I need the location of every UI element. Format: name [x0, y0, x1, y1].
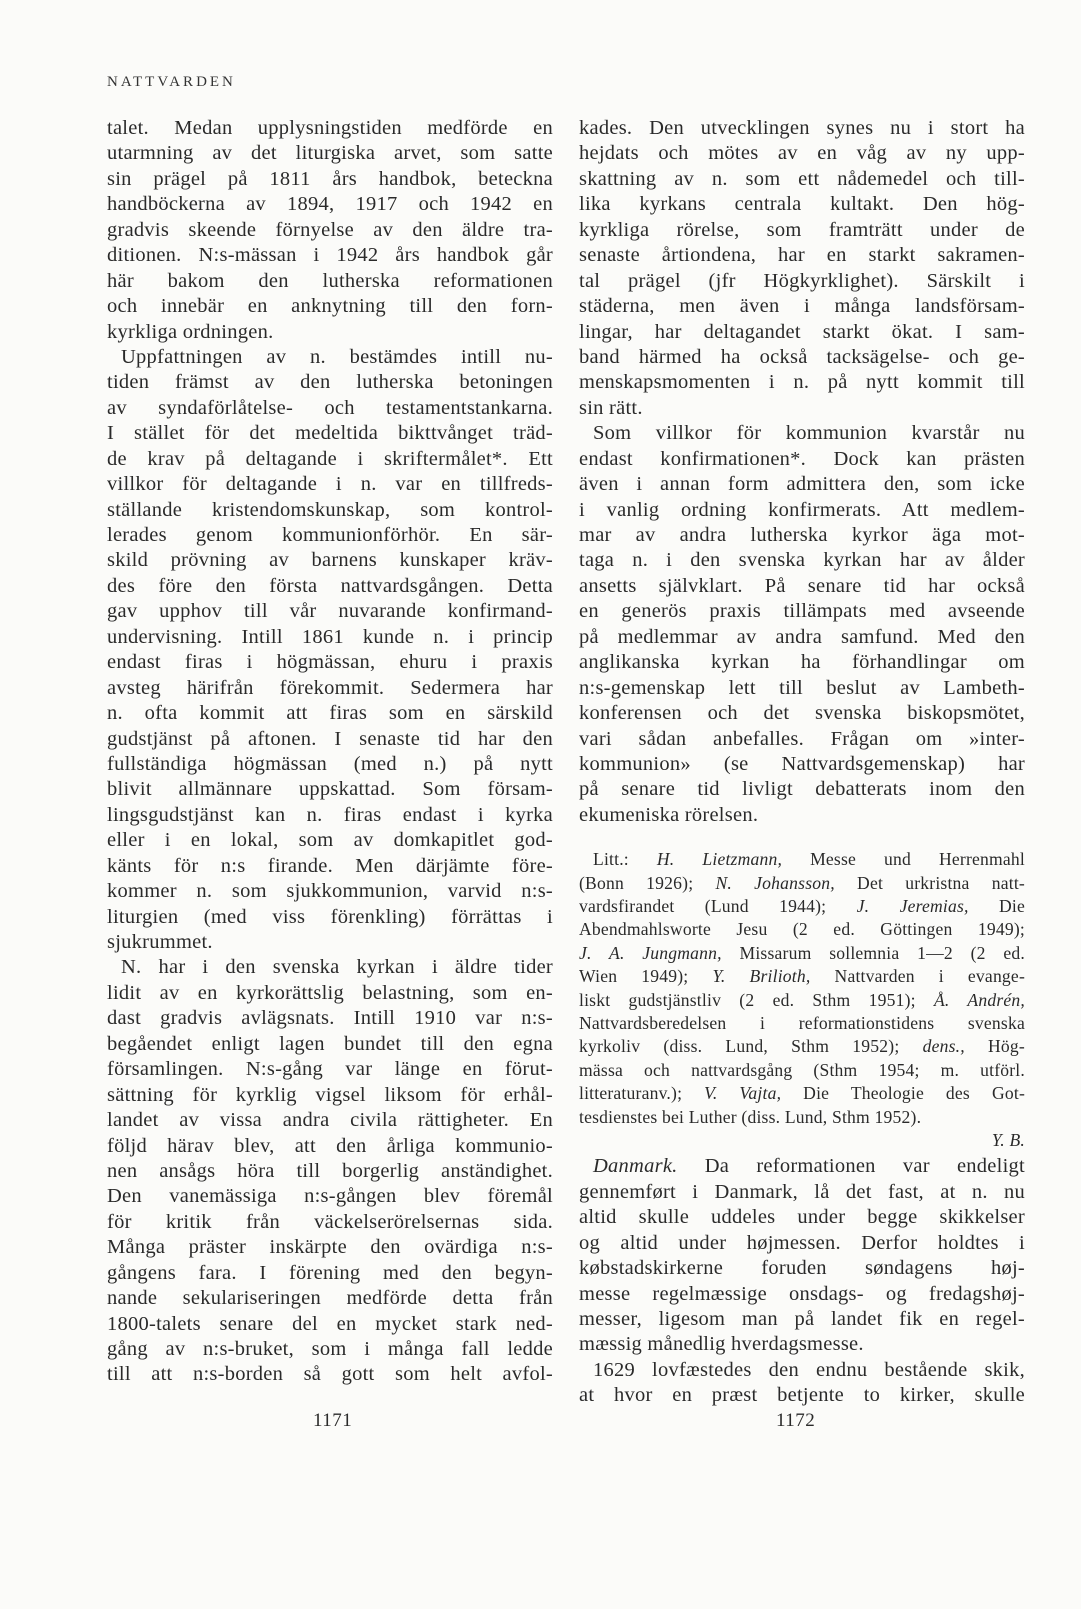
text-line: messe regelmæssige onsdags- og fredagshøj- [579, 1282, 1025, 1305]
text-line: gennemført i Danmark, lå det fast, at n. nu [579, 1180, 1025, 1203]
text-line: (Bonn 1926); N. Johansson, Det urkristna natt- [579, 872, 1025, 893]
text-line: mässa och nattvardsgång (Sthm 1954; m. utförl. [579, 1059, 1025, 1080]
text-line: eller i en lokal, som av domkapitlet god- [107, 829, 553, 852]
text-line: städerna, men även i många landsförsam- [579, 295, 1025, 318]
text-line: kyrkliga ordningen. [107, 320, 274, 343]
text-line: villkor för deltagande i n. var en tillfreds- [107, 473, 553, 496]
text-line: lingsgudstjänst kan n. firas endast i kyrka [107, 803, 553, 826]
text-line: och innebär en anknytning till den forn- [107, 295, 553, 318]
text-line: Den vanemässiga n:s-gången blev föremål [107, 1185, 553, 1208]
text-line: n:s-gemenskap lett till beslut av Lambeth- [579, 676, 1025, 699]
text-line: ditionen. N:s-mässan i 1942 års handbok går [107, 244, 553, 267]
text-line: sin prägel på 1811 års handbok, beteckna [107, 167, 553, 190]
text-line: lingar, har deltagandet starkt ökat. I sam- [579, 320, 1025, 343]
text-line: liturgien (med viss förenkling) förrättas i [107, 905, 553, 928]
text-line: i vanlig ordning konfirmerats. Att medlem- [579, 498, 1025, 521]
text-line: endast firas i högmässan, ehuru i praxis [107, 651, 553, 674]
text-line: N. har i den svenska kyrkan i äldre tider [121, 956, 553, 979]
text-line: gång av n:s-bruket, som i många fall ledde [107, 1338, 553, 1360]
text-line: tiden främst av den lutherska betoningen [107, 371, 553, 394]
text-line: gav upphov till vår nuvarande konfirmand- [107, 600, 553, 623]
text-line: även i annan form admittera den, som icke [579, 473, 1025, 496]
paragraph [579, 1358, 1025, 1409]
text-line: vardsfirandet (Lund 1944); J. Jeremias, Die [579, 896, 1025, 917]
text-line: landet av vissa andra civila rättigheter. En [107, 1109, 553, 1132]
text-line: talet. Medan upplysningstiden medförde en [107, 117, 553, 139]
text-line: og altid under højmessen. Derfor holdtes i [579, 1231, 1025, 1254]
text-line: en generös praxis tillämpats med avseende [579, 600, 1025, 623]
text-line: nen ansågs höra till borgerlig anständighet. [107, 1159, 553, 1182]
running-head: NATTVARDEN [107, 74, 236, 90]
text-line: undervisning. Intill 1861 kunde n. i princip [107, 625, 553, 648]
text-line: kyrkliga rörelse, som framträtt under de [579, 218, 1025, 241]
paragraph [579, 116, 1025, 421]
text-line: här bakom den lutherska reformationen [107, 269, 553, 292]
text-line: sin rätt. [579, 396, 643, 419]
text-line: skild prövning av barnens kunskaper kräv- [107, 549, 553, 572]
text-line: altid skulle uddeles under begge skikkelser [579, 1206, 1025, 1229]
text-line: hejdats och mötes av en våg av ny upp- [579, 142, 1025, 165]
bibliography [579, 848, 1025, 1152]
page-number-right: 1172 [776, 1410, 816, 1431]
text-line: købstadskirkerne foruden søndagens høj- [579, 1257, 1025, 1280]
text-line: gradvis skeende förnyelse av den äldre tra- [107, 218, 553, 241]
text-line: fullständiga högmässan (med n.) på nytt [107, 752, 553, 775]
paragraph [107, 955, 553, 1387]
text-line: taga n. i den svenska kyrkan har av ålder [579, 549, 1025, 572]
text-line: kommer n. som sjukkommunion, varvid n:s- [107, 880, 553, 903]
text-line: Abendmahlsworte Jesu (2 ed. Göttingen 1949); [579, 919, 1025, 940]
text-line: kommunion» (se Nattvardsgemenskap) har [579, 752, 1025, 775]
text-line: känts för n:s firande. Men därjämte före- [107, 854, 553, 877]
text-line: blivit allmännare uppskattad. Som försam- [107, 778, 553, 801]
text-line: messer, ligesom man på landet fik en regel- [579, 1307, 1025, 1330]
text-line: menskapsmomenten i n. på nytt kommit till [579, 371, 1025, 394]
text-line: skattning av n. som ett nådemedel och till- [579, 167, 1025, 190]
text-line: Nattvardsberedelsen i reformationstidens svenska [579, 1012, 1025, 1033]
text-line: vari sådan anbefalles. Frågan om »inter- [579, 727, 1025, 750]
text-line: liskt gudstjänstliv (2 ed. Sthm 1951); Å. Andrén, [579, 989, 1025, 1010]
text-line: församlingen. N:s-gång var länge en förut- [107, 1058, 553, 1081]
column-left [107, 116, 553, 1388]
text-line: sjukrummet. [107, 931, 213, 953]
text-line: ställande kristendomskunskap, som kontrol- [107, 498, 553, 521]
text-line: mæssig månedlig hverdagsmesse. [579, 1333, 864, 1356]
text-line: band härmed ha också tacksägelse- och ge- [579, 345, 1025, 368]
text-line: följd härav blev, att den årliga kommunio- [107, 1134, 553, 1157]
text-line: Uppfattningen av n. bestämdes intill nu- [121, 345, 553, 368]
text-line: Wien 1949); Y. Brilioth, Nattvarden i evange- [579, 966, 1025, 987]
text-line: lika kyrkans centrala kultakt. Den hög- [579, 193, 1025, 216]
text-line: senaste årtiondena, har en starkt sakramen- [579, 244, 1025, 267]
text-line: dast gradvis avlägsnats. Intill 1910 var n:s- [107, 1007, 553, 1030]
paragraph [107, 345, 553, 956]
text-line: des före den första nattvardsgången. Detta [107, 574, 553, 597]
text-line: avsteg härifrån förekommit. Sedermera har [107, 676, 553, 699]
text-line: Som villkor för kommunion kvarstår nu [593, 422, 1025, 445]
text-line: utarmning av det liturgiska arvet, som satte [107, 142, 553, 165]
text-line: anglikanska kyrkan ha förhandlingar om [579, 651, 1025, 674]
text-line: endast konfirmationen*. Dock kan prästen [579, 447, 1025, 470]
text-line: handböckerna av 1894, 1917 och 1942 en [107, 193, 553, 216]
text-line: kades. Den utvecklingen synes nu i stort ha [579, 117, 1025, 139]
text-line: 1629 lovfæstedes den endnu bestående skik, [593, 1358, 1025, 1381]
text-line: begåendet enligt lagen bundet till den egna [107, 1032, 553, 1055]
text-line: Litt.: H. Lietzmann, Messe und Herrenmahl [593, 849, 1025, 870]
text-line: tal prägel (jfr Högkyrklighet). Särskilt i [579, 269, 1025, 292]
text-line: Danmark. Da reformationen var endeligt [593, 1155, 1025, 1178]
column-right [579, 116, 1025, 1409]
text-line: 1800-talets senare del en mycket stark ned- [107, 1312, 553, 1335]
paragraph [107, 116, 553, 345]
text-line: tesdienstes bei Luther (diss. Lund, Sthm 1952). [579, 1106, 922, 1127]
author-signature: Y. B. [991, 1129, 1025, 1150]
text-line: sättning för kyrklig vigsel liksom för erhål- [107, 1083, 553, 1106]
text-line: på medlemmar av andra samfund. Med den [579, 625, 1025, 648]
text-line: lidit av en kyrkorättslig belastning, som en- [107, 981, 553, 1004]
text-line: för kritik från väckelserörelsernas sida. [107, 1210, 553, 1233]
text-line: på senare tid livligt debatterats inom den [579, 778, 1025, 801]
paragraph [579, 1154, 1025, 1358]
text-line: n. ofta kommit att firas som en särskild [107, 702, 553, 725]
text-line: ansetts självklart. På senare tid har också [579, 574, 1025, 597]
text-line: nande sekulariseringen medförde detta från [107, 1287, 553, 1310]
text-line: litteraturanv.); V. Vajta, Die Theologie des Got- [579, 1083, 1025, 1104]
page-number-left: 1171 [313, 1410, 353, 1431]
text-line: gångens fara. I förening med den begyn- [107, 1261, 553, 1284]
text-line: I stället för det medeltida bikttvånget träd- [107, 422, 553, 445]
text-line: av syndaförlåtelse- och testamentstankarna. [107, 396, 553, 419]
text-line: Många präster inskärpte den ovärdiga n:s- [107, 1236, 553, 1259]
text-line: kyrkoliv (diss. Lund, Sthm 1952); dens., Hög- [579, 1036, 1025, 1057]
text-line: mar av andra lutherska kyrkor äga mot- [579, 524, 1025, 546]
text-line: gudstjänst på aftonen. I senaste tid har den [107, 727, 553, 750]
text-line: lerades genom kommunionförhör. En sär- [107, 524, 553, 546]
text-line: till att n:s-borden så gott som helt avfol- [107, 1363, 553, 1386]
text-line: de krav på deltagande i skriftermålet*. Ett [107, 447, 553, 470]
text-line: J. A. Jungmann, Missarum sollemnia 1—2 (2 ed. [579, 942, 1025, 963]
text-line: ekumeniska rörelsen. [579, 803, 759, 826]
text-line: at hvor en præst betjente to kirker, skulle [579, 1384, 1025, 1407]
paragraph [579, 421, 1025, 828]
text-line: konferensen och det svenska biskopsmötet, [579, 702, 1025, 725]
